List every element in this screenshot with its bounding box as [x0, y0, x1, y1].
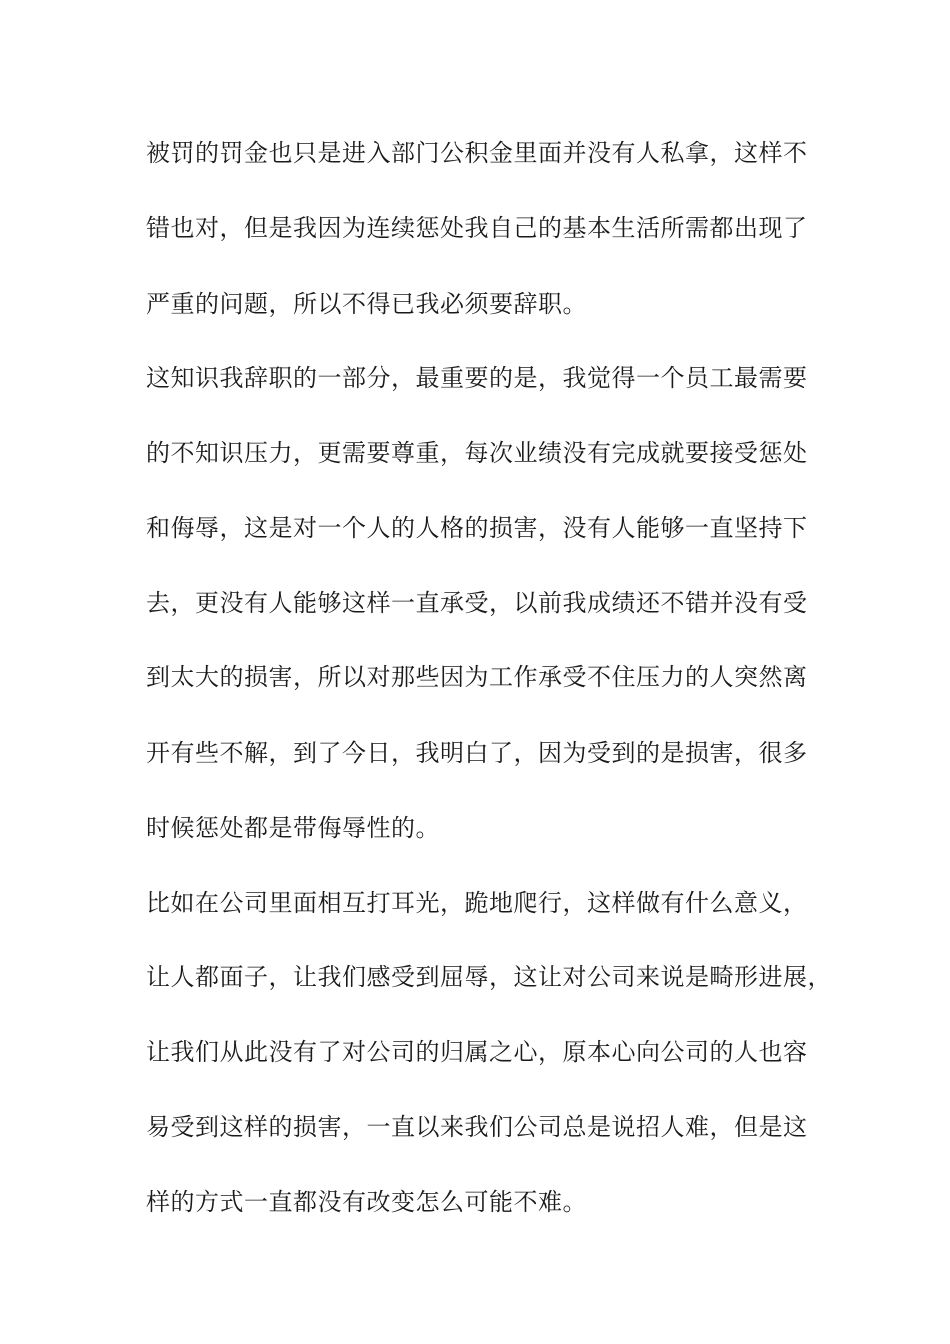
text-line: 的不知识压力，更需要尊重，每次业绩没有完成就要接受惩处 — [146, 439, 808, 467]
text-line: 到太大的损害，所以对那些因为工作承受不住压力的人突然离 — [146, 663, 808, 691]
text-line: 样的方式一直都没有改变怎么可能不难。 — [146, 1188, 587, 1216]
text-line: 严重的问题，所以不得已我必须要辞职。 — [146, 290, 587, 318]
text-line: 开有些不解，到了今日，我明白了，因为受到的是损害，很多 — [146, 739, 808, 767]
text-line: 这知识我辞职的一部分，最重要的是，我觉得一个员工最需要 — [146, 364, 808, 392]
text-line: 去，更没有人能够这样一直承受，以前我成绩还不错并没有受 — [146, 589, 808, 617]
text-line: 时候惩处都是带侮辱性的。 — [146, 814, 440, 842]
text-line: 错也对，但是我因为连续惩处我自己的基本生活所需都出现了 — [146, 214, 808, 242]
text-line: 让人都面子，让我们感受到屈辱，这让对公司来说是畸形进展， — [146, 963, 832, 991]
text-line: 比如在公司里面相互打耳光，跪地爬行，这样做有什么意义， — [146, 889, 808, 917]
text-line: 和侮辱，这是对一个人的人格的损害，没有人能够一直坚持下 — [146, 514, 808, 542]
text-line: 让我们从此没有了对公司的归属之心，原本心向公司的人也容 — [146, 1038, 808, 1066]
text-line: 易受到这样的损害，一直以来我们公司总是说招人难，但是这 — [146, 1113, 808, 1141]
text-line: 被罚的罚金也只是进入部门公积金里面并没有人私拿，这样不 — [146, 139, 808, 167]
